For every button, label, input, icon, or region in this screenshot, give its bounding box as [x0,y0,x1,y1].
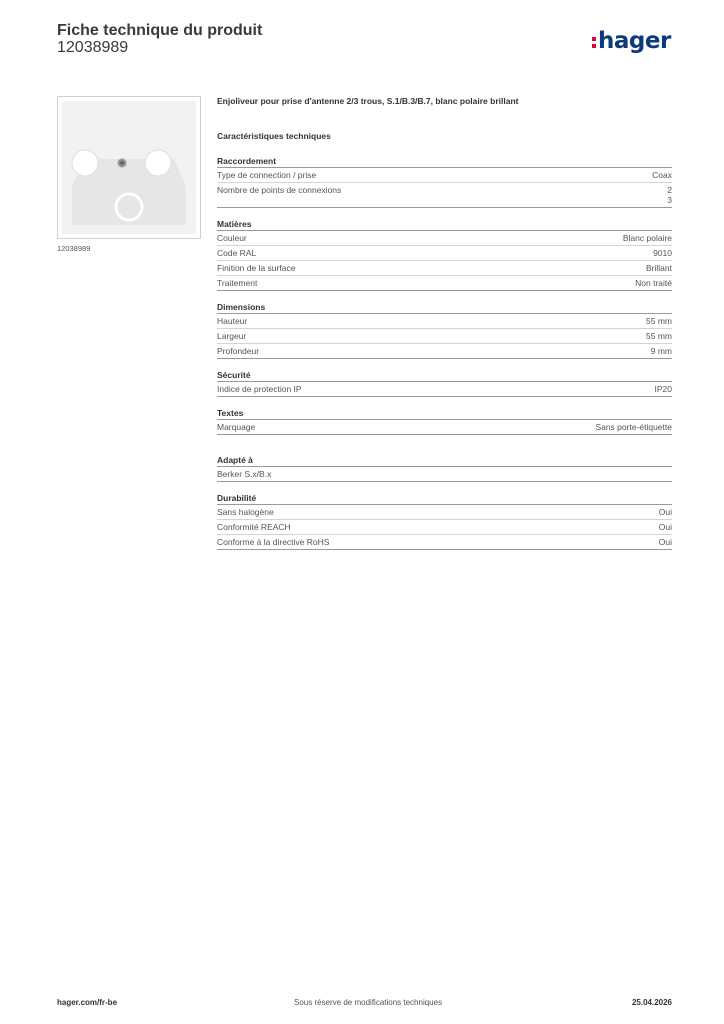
spec-value [667,185,672,205]
spec-label: Profondeur [217,346,260,356]
spec-value-line: Oui [658,537,672,547]
spec-value-line: Sans porte-étiquette [595,422,672,432]
spec-group-title: Raccordement [217,155,672,168]
footer-date: 25.04.2026 [631,998,672,1007]
spec-group [217,454,672,482]
spec-group-title: Adapté à [217,454,672,467]
spec-value-line: 55 mm [646,331,672,341]
spec-label: Indice de protection IP [217,384,302,394]
spec-row [217,344,672,359]
spec-label: Conformité REACH [217,522,291,532]
spec-row [217,520,672,535]
logo-dots-icon [592,33,597,49]
spec-value [595,422,672,432]
spec-row [217,168,672,183]
spec-group-title: Matières [217,218,672,231]
spec-value [646,263,672,273]
spec-value [635,278,672,288]
page-title: Fiche technique du produit [57,22,263,39]
spec-row [217,183,672,208]
spec-row [217,505,672,520]
spec-value [659,522,672,532]
spec-value [655,384,673,394]
spec-label: Traitement [217,278,258,288]
spec-group [217,218,672,291]
spec-group [217,407,672,435]
spec-content [217,96,672,560]
product-code: 12038989 [57,39,129,56]
spec-row [217,535,672,550]
spec-value-line: 3 [667,195,672,205]
spec-row [217,382,672,397]
spec-value-line: 55 mm [646,316,672,326]
section-heading: Caractéristiques techniques [217,131,331,141]
spec-value [659,507,672,517]
hager-logo [592,28,671,54]
spec-label: Finition de la surface [217,263,296,273]
spec-value-line: Oui [658,507,672,517]
spec-value-line: Blanc polaire [622,233,672,243]
spec-value-line: 9 mm [650,346,672,356]
spec-value-line: Brillant [646,263,672,273]
spec-group [217,492,672,550]
spec-row [217,314,672,329]
spec-value-line: Oui [658,522,672,532]
product-image [57,96,201,239]
spec-group [217,155,672,208]
spec-label: Type de connection / prise [217,170,317,180]
spec-row [217,231,672,246]
spec-label: Code RAL [217,248,257,258]
footer-notice: Sous réserve de modifications techniques [294,998,443,1007]
spec-value-line: IP20 [654,384,672,394]
cover-plate-illustration [58,97,200,238]
spec-row [217,276,672,291]
spec-value-line: Coax [652,170,672,180]
spec-label: Hauteur [217,316,248,326]
spec-label: Couleur [217,233,247,243]
footer-website: hager.com/fr-be [57,998,118,1007]
spec-label: Berker S.x/B.x [217,469,272,479]
spec-label: Largeur [217,331,247,341]
spec-row [217,261,672,276]
spec-groups [217,155,672,550]
spec-label: Marquage [217,422,256,432]
spec-value-line: Non traité [635,278,672,288]
image-caption: 12038989 [57,244,91,253]
spec-label: Nombre de points de connexions [217,185,342,195]
spec-value [623,233,672,243]
spec-group-title: Dimensions [217,301,672,314]
spec-value [653,248,672,258]
spec-value-line: 9010 [653,248,672,258]
spec-row [217,420,672,435]
product-description: Enjoliveur pour prise d'antenne 2/3 trous, S.1/B.3/B.7, blanc polaire brillant [217,96,519,106]
spec-value [646,316,672,326]
spec-value [652,170,672,180]
spec-group [217,301,672,359]
spec-row [217,467,672,482]
spec-label: Sans halogène [217,507,274,517]
spec-group-title: Textes [217,407,672,420]
spec-group-title: Sécurité [217,369,672,382]
spec-row [217,329,672,344]
spec-group-title: Durabilité [217,492,672,505]
spec-value [659,537,672,547]
logo-text: hager [598,28,671,54]
spec-value [646,331,672,341]
spec-row [217,246,672,261]
spec-value [651,346,672,356]
spec-label: Conforme à la directive RoHS [217,537,330,547]
spec-group [217,369,672,397]
spec-value-line: 2 [667,185,672,195]
